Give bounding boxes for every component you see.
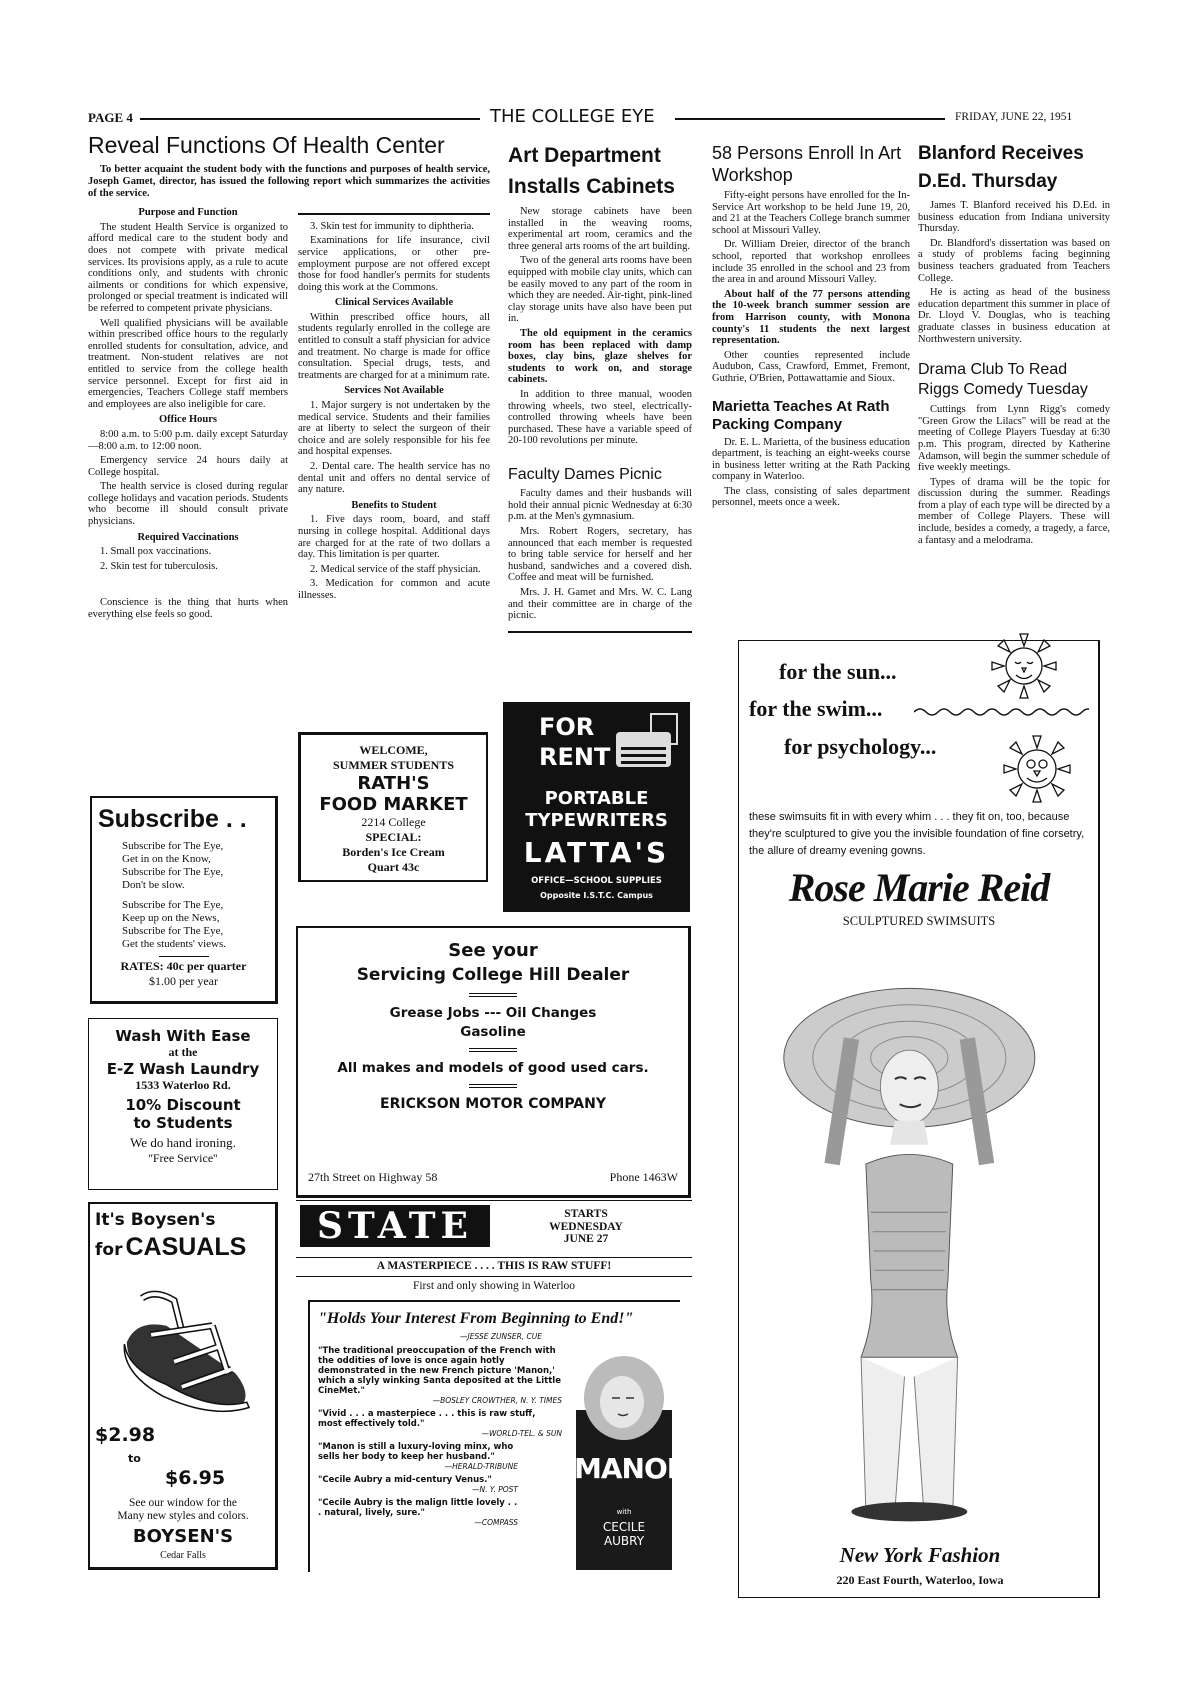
- latta-rent: RENT: [539, 743, 611, 771]
- review-quote: [318, 1498, 518, 1527]
- subscribe-ad: [90, 796, 278, 1004]
- headline-health: Reveal Functions Of Health Center: [88, 132, 445, 158]
- review-quote: [318, 1475, 518, 1494]
- newspaper-title: THE COLLEGE EYE: [490, 106, 655, 127]
- verse-line: Get the students' views.: [122, 938, 227, 950]
- paragraph: 2. Skin test for tuberculosis.: [100, 560, 218, 572]
- latta-location: Opposite I.S.T.C. Campus: [540, 891, 653, 900]
- paragraph: The class, consisting of sales department personnel, meets once a week.: [712, 485, 910, 509]
- paragraph: Types of drama will be the topic for discussion during the summer. Readings from a play of each type will be directed by a member of College Players. These will include, besides a comedy, a tragedy, a farce, a fantasy and a melodrama.: [918, 476, 1110, 546]
- paragraph: Examinations for life insurance, civil service applications, or other pre-employment purpose are not offered except those for food handler's permits for students doing this work at the Commons.: [298, 235, 490, 293]
- quote-source: —BOSLEY CROWTHER, N. Y. TIMES: [432, 1396, 562, 1405]
- wash-address: 1533 Waterloo Rd.: [135, 1078, 231, 1092]
- column-4: [712, 142, 910, 512]
- erickson-services: Grease Jobs --- Oil Changes: [389, 1005, 597, 1021]
- paragraph: 3. Skin test for immunity to diphtheria.: [310, 220, 474, 232]
- headline-dames: Faculty Dames Picnic: [508, 465, 662, 483]
- blanford-article: [918, 200, 1110, 348]
- dames-article: [508, 488, 692, 625]
- headline-workshop: 58 Persons Enroll In Art Workshop: [712, 143, 902, 185]
- section-subheading: Required Vaccinations: [137, 531, 239, 543]
- rath-special-label: SPECIAL:: [365, 830, 422, 844]
- manon-headline: "Holds Your Interest From Beginning to End!": [318, 1310, 634, 1327]
- headline-art-text: Art Department Installs Cabinets: [508, 144, 675, 198]
- starts-label: STARTS: [564, 1208, 608, 1220]
- rath-address: 2214 College: [361, 815, 426, 829]
- reid-line-psychology: for psychology...: [784, 734, 937, 759]
- paragraph: Dr. E. L. Marietta, of the business education department, is teaching an eight-weeks course in business letter writing at the Rath Packing company in Waterloo.: [712, 436, 910, 483]
- erickson-gasoline: Gasoline: [460, 1024, 526, 1040]
- sleepy-sun-icon: [989, 631, 1059, 701]
- manon-with: with: [616, 1508, 632, 1516]
- reid-store-name: New York Fashion: [839, 1543, 1001, 1567]
- paragraph: 1. Major surgery is not undertaken by the medical service. Students and their families are at liberty to select the surgeon of their choice and are solely responsible for his fee and hospital expenses.: [298, 400, 490, 458]
- health-intro: [88, 164, 490, 199]
- headline-marietta: Marietta Teaches At Rath Packing Company: [712, 397, 890, 433]
- health-article: [88, 132, 490, 624]
- art-article: [508, 206, 692, 450]
- latta-ad: [503, 702, 690, 912]
- column-5: [918, 140, 1110, 549]
- masthead-rule-right: [675, 118, 945, 120]
- column-rule: [508, 631, 692, 633]
- review-quote: [318, 1346, 562, 1405]
- boysen-copy: [90, 1497, 276, 1523]
- verse-line: Subscribe for The Eye,: [122, 840, 224, 852]
- sandal-illustration: [100, 1289, 275, 1419]
- wash-free-service: ''Free Service'': [148, 1151, 218, 1165]
- marietta-article: [712, 437, 910, 513]
- reid-line-sun: for the sun...: [779, 659, 897, 684]
- drama-article: [918, 404, 1110, 549]
- paragraph: 1. Small pox vaccinations.: [100, 546, 212, 558]
- rath-ad: [298, 732, 488, 882]
- issue-date: FRIDAY, JUNE 22, 1951: [955, 111, 1073, 123]
- masthead-rule-left: [140, 118, 480, 120]
- boysen-price-high: $6.95: [165, 1467, 226, 1489]
- paragraph: 1. Five days room, board, and staff nursing in college hospital. Additional days are charged for at the rate of two dollars a day. This limitation is per quarter.: [298, 514, 490, 561]
- erickson-ad: [296, 926, 691, 1198]
- health-column-2: [298, 221, 490, 602]
- quote-text: "The traditional preoccupation of the French with the oddities of love is once again hotly demonstrated in the new French picture 'Manon,' which a slyly winking Santa deposited at the Little CineMet.": [318, 1346, 561, 1396]
- latta-product: [503, 788, 690, 832]
- health-column-1: [88, 203, 288, 575]
- paragraph: New storage cabinets have been installed in the weaving rooms, experimental art room, ceramics and the three general arts rooms of the art building.: [508, 206, 692, 252]
- boysen-name: BOYSEN'S: [132, 1526, 234, 1547]
- paragraph: Cuttings from Lynn Rigg's comedy "Green Grow the Lilacs" will be read at the meeting of College Players Tuesday at 6:30 p.m. This program, directed by Katherine Adamson, will begin the summer schedule of five weekly meetings.: [918, 404, 1110, 474]
- verse-line: Don't be slow.: [122, 879, 185, 891]
- boysen-to: to: [128, 1452, 141, 1465]
- manon-panel: [308, 1300, 690, 1572]
- quote-source: —HERALD-TRIBUNE: [444, 1462, 518, 1471]
- latta-name: LATTA'S: [523, 836, 670, 869]
- latta-for: FOR: [539, 713, 595, 741]
- erickson-headline: See your: [448, 940, 538, 961]
- erickson-dealer: Servicing College Hill Dealer: [356, 965, 630, 985]
- wave-icon: [914, 704, 1089, 720]
- review-quote: [318, 1442, 518, 1471]
- reid-store-address: 220 East Fourth, Waterloo, Iowa: [836, 1573, 1004, 1587]
- section-subheading: Purpose and Function: [138, 207, 238, 219]
- section-subheading: Benefits to Student: [351, 499, 437, 511]
- headline-art: [508, 140, 692, 202]
- paragraph: 2. Dental care. The health service has no dental unit and offers no dental service of any nature.: [298, 461, 490, 496]
- paragraph: The student Health Service is organized to afford medical care to the student body and does not compete with private medical services. Its provisions apply, as a rule to acute conditions only, and students with chronic ailments or conditions for which expensive, prolonged or special treatment is indicated will be referred to competent private physicians.: [88, 221, 288, 314]
- erickson-name: ERICKSON MOTOR COMPANY: [380, 1096, 606, 1112]
- subscribe-rates-quarter: RATES: 40c per quarter: [120, 959, 247, 973]
- rath-food-market: FOOD MARKET: [319, 794, 468, 815]
- paragraph: James T. Blanford received his D.Ed. in business education from Indiana university Thursday.: [918, 200, 1110, 235]
- verse-line: Subscribe for The Eye,: [122, 866, 224, 878]
- paragraph: Mrs. J. H. Gamet and Mrs. W. C. Lang and their committee are in charge of the picnic.: [508, 587, 692, 622]
- wash-text: at the: [168, 1045, 198, 1059]
- rath-welcome: WELCOME,: [359, 743, 428, 757]
- boysen-copy-line: Many new styles and colors.: [117, 1510, 249, 1522]
- quote-text: "Cecile Aubry is the malign little lovely . . . natural, lively, sure.": [318, 1498, 518, 1518]
- boysen-casuals: CASUALS: [125, 1233, 247, 1261]
- paragraph: Other counties represented include Audubon, Cass, Crawford, Emmet, Fremont, Guthrie, O'Brien, Pottawattamie and Sioux.: [712, 349, 910, 384]
- latta-typewriters: TYPEWRITERS: [525, 810, 668, 831]
- wash-discount: 10% Discount: [125, 1096, 241, 1114]
- review-quotes: [318, 1346, 562, 1531]
- quote-source: —COMPASS: [474, 1518, 518, 1527]
- wash-discount-target: to Students: [133, 1114, 233, 1132]
- subscribe-verse-1: [122, 840, 275, 892]
- filler-quote: [88, 597, 288, 623]
- workshop-article: [712, 190, 910, 388]
- erickson-phone: Phone 1463W: [609, 1170, 678, 1184]
- boysen-copy-line: See our window for the: [129, 1497, 237, 1509]
- star-first-name: CECILE: [602, 1520, 646, 1534]
- manon-title: MANON: [574, 1452, 690, 1485]
- paragraph: The old equipment in the ceramics room has been replaced with damp boxes, clay bins, glaze shelves for students to work on, and storage cabinets.: [508, 327, 692, 386]
- latta-supplies: OFFICE—SCHOOL SUPPLIES: [531, 876, 662, 886]
- manon-star: [584, 1520, 664, 1548]
- reid-tagline: SCULPTURED SWIMSUITS: [842, 914, 996, 928]
- wash-headline: Wash With Ease: [115, 1027, 251, 1045]
- boysen-headline: It's Boysen's: [95, 1210, 216, 1230]
- reid-line-swim: for the swim...: [749, 696, 883, 721]
- reid-copy: these swimsuits fit in with every whim . . . they fit on, too, because they're sculptured to give you the invisible foundation of fine corsetry, the allure of dreamy evening gowns.: [749, 811, 1085, 857]
- headline-drama: Drama Club To Read Riggs Comedy Tuesday: [918, 361, 1088, 399]
- rose-marie-reid-ad: [738, 640, 1100, 1598]
- typewriter-icon: [611, 712, 681, 772]
- verse-line: Keep up on the News,: [122, 912, 220, 924]
- reid-copy-block: [749, 809, 1089, 929]
- section-subheading: Clinical Services Available: [334, 297, 454, 309]
- column-3: [508, 140, 692, 633]
- wash-ad: [88, 1018, 278, 1190]
- star-last-name: AUBRY: [603, 1534, 645, 1548]
- intro-text: To better acquaint the student body with the functions and purposes of health service, Joseph Gamet, director, has issued the following report which summarizes the activities of the service.: [88, 164, 490, 199]
- erickson-used-cars: All makes and models of good used cars.: [337, 1060, 649, 1076]
- paragraph: Fifty-eight persons have enrolled for the In-Service Art workshop to be held June 19, 20, and 21 at the Teachers College branch summer school at Missouri Valley.: [712, 190, 910, 236]
- boysen-for: for: [95, 1240, 123, 1260]
- column-rule: [298, 213, 490, 215]
- manon-headline-source: —JESSE ZUNSER, CUE: [460, 1332, 543, 1341]
- subscribe-verse-2: [122, 899, 275, 951]
- boysen-ad: [88, 1202, 278, 1570]
- swimsuit-model-illustration: [769, 971, 1069, 1531]
- paragraph: Dr. Blandford's dissertation was based on a study of problems facing beginning business teachers graduated from Teachers College.: [918, 237, 1110, 284]
- starts-day: WEDNESDAY: [549, 1220, 623, 1233]
- wash-business-name: E-Z Wash Laundry: [106, 1060, 260, 1078]
- quote-text: "Cecile Aubry a mid-century Venus.": [318, 1475, 492, 1485]
- paragraph: Within prescribed office hours, all students regularly enrolled in the college are entitled to consult a staff physician for advice and treatment. No charge is made for office consultation. Special drugs, tests, and treatments are charged for at a minimum rate.: [298, 311, 490, 381]
- paragraph: He is acting as head of the business education department this summer in place of Dr. Lloyd V. Douglas, who is teaching graduate classes in business education at Northwestern university.: [918, 287, 1110, 345]
- boysen-price-low: $2.98: [95, 1424, 156, 1446]
- paragraph: Two of the general arts rooms have been equipped with mobile clay units, which can be easily moved to any part of the room in which they are needed. Air-tight, pink-lined clay storage units have also have been put in.: [508, 255, 692, 325]
- filler-text: Conscience is the thing that hurts when everything else feels so good.: [88, 597, 288, 621]
- state-start-date: [516, 1208, 656, 1246]
- quote-source: —WORLD-TEL. & SUN: [481, 1429, 562, 1438]
- verse-line: Subscribe for The Eye,: [122, 925, 224, 937]
- erickson-address: 27th Street on Highway 58: [308, 1170, 438, 1184]
- latta-portable: PORTABLE: [544, 788, 649, 809]
- reid-brand-logo: Rose Marie Reid: [788, 865, 1050, 910]
- happy-sun-icon: [1001, 733, 1073, 805]
- subscribe-rates-year: $1.00 per year: [149, 974, 218, 988]
- paragraph: Well qualified physicians will be available within prescribed office hours to the regularly enrolled students for consultation, advice, and treatment. Non-student relatives are not entitled to service from the college health service personnel. Except for first aid in emergencies, Teachers College staff members and employees are also ineligible for care.: [88, 317, 288, 410]
- quote-source: —N. Y. POST: [471, 1485, 518, 1494]
- review-quote: [318, 1409, 562, 1438]
- state-tagline: A MASTERPIECE . . . . THIS IS RAW STUFF!: [376, 1260, 612, 1272]
- paragraph: 2. Medical service of the staff physician.: [310, 563, 481, 575]
- latta-for-rent: [539, 712, 610, 772]
- verse-line: Get in on the Know,: [122, 853, 211, 865]
- rath-name: RATH'S: [357, 773, 430, 794]
- verse-line: Subscribe for The Eye,: [122, 899, 224, 911]
- state-first-showing: First and only showing in Waterloo: [412, 1280, 576, 1292]
- section-subheading: Office Hours: [158, 414, 218, 426]
- rath-special-price: Quart 43c: [367, 860, 420, 874]
- rath-summer-students: SUMMER STUDENTS: [332, 758, 455, 772]
- state-logo: STATE: [300, 1205, 490, 1247]
- paragraph: 3. Medication for common and acute illnesses.: [298, 578, 490, 601]
- headline-blanford: Blanford Receives D.Ed. Thursday: [918, 143, 1084, 192]
- page-number: PAGE 4: [88, 110, 133, 125]
- section-subheading: Services Not Available: [344, 385, 444, 397]
- boysen-city: Cedar Falls: [160, 1550, 206, 1561]
- paragraph: About half of the 77 persons attending the 10-week branch summer session are from Harrison county, with Monona county's 11 students the next largest representation.: [712, 288, 910, 347]
- rath-special-item: Borden's Ice Cream: [342, 845, 445, 859]
- state-theatre-ad: [296, 1200, 692, 1580]
- paragraph: Faculty dames and their husbands will hold their annual picnic Wednesday at 6:30 p.m. at the Men's gymnasium.: [508, 488, 692, 523]
- wash-ironing: We do hand ironing.: [130, 1135, 236, 1150]
- quote-text: "Vivid . . . a masterpiece . . . this is raw stuff, most effectively told.": [318, 1409, 536, 1429]
- paragraph: Emergency service 24 hours daily at College hospital.: [88, 455, 288, 478]
- paragraph: 8:00 a.m. to 5:00 p.m. daily except Saturday—8:00 a.m. to 12:00 noon.: [88, 428, 288, 452]
- paragraph: The health service is closed during regular college holidays and vacation periods. Students who become ill should consult private physicians.: [88, 481, 288, 528]
- paragraph: Mrs. Robert Rogers, secretary, has announced that each member is requested to bring table service for herself and her husband, sandwiches and a covered dish. Coffee and meat will be furnished.: [508, 526, 692, 584]
- paragraph: Dr. William Dreier, director of the branch school, reported that workshop enrollees include 35 enrolled in the school and 23 from the area in and around Missouri Valley.: [712, 239, 910, 286]
- paragraph: In addition to three manual, wooden throwing wheels, two steel, electrically-controlled throwing wheels have been purchased. These have a variable speed of 20-100 revolutions per minute.: [508, 388, 692, 447]
- subscribe-title: Subscribe . .: [98, 805, 247, 833]
- starts-date: JUNE 27: [563, 1233, 609, 1245]
- quote-text: "Manon is still a luxury-loving minx, who sells her body to keep her husband.": [318, 1442, 514, 1462]
